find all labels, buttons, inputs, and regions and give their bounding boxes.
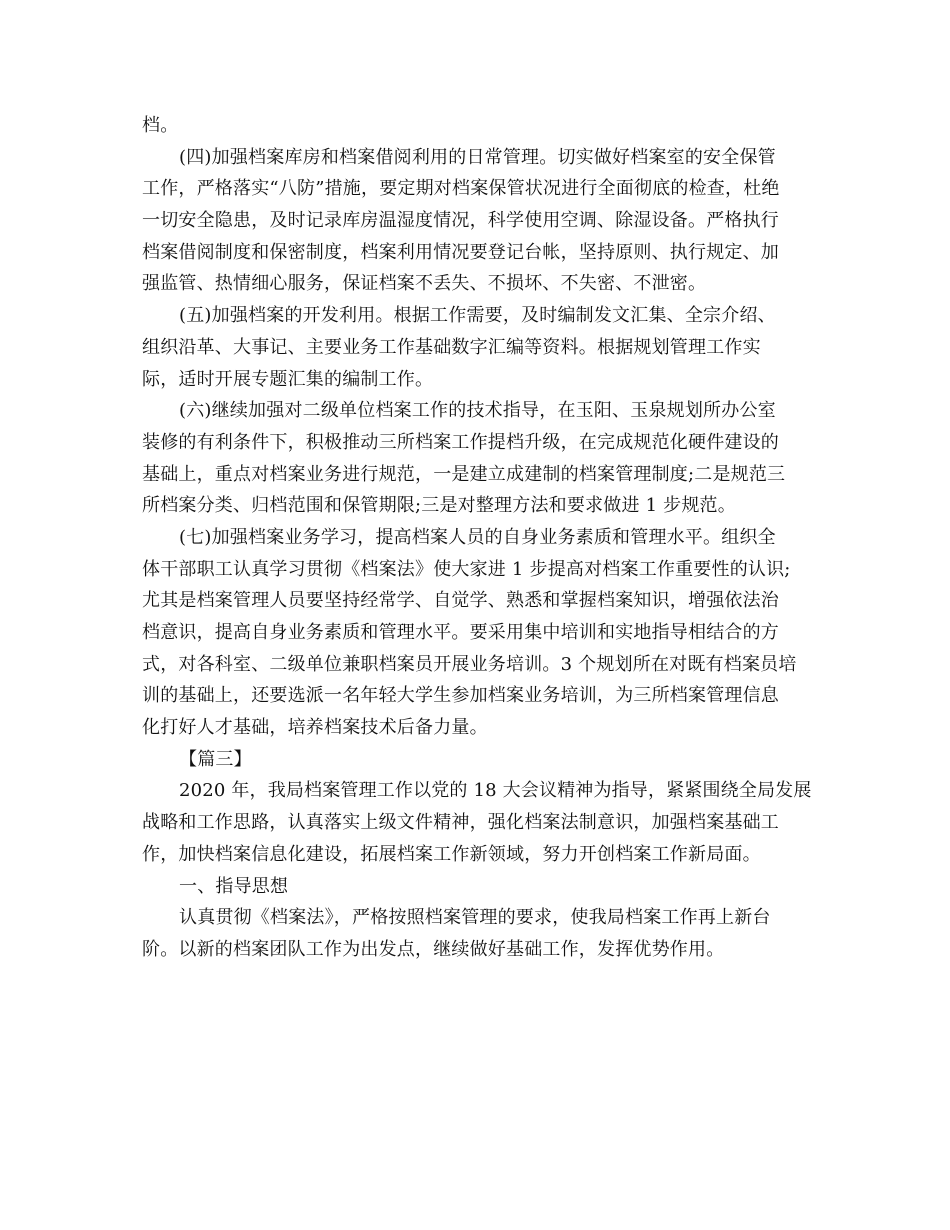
document-body bbox=[142, 110, 812, 966]
text-line: 式，对各科室、二级单位兼职档案员开展业务培训。3 个规划所在对既有档案员培 bbox=[142, 653, 797, 675]
text-line: 装修的有利条件下，积极推动三所档案工作提档升级，在完成规范化硬件建设的 bbox=[142, 431, 779, 453]
text-line: (七)加强档案业务学习，提高档案人员的自身业务素质和管理水平。组织全 bbox=[179, 526, 776, 548]
text-line: 战略和工作思路，认真落实上级文件精神，强化档案法制意识，加强档案基础工 bbox=[142, 812, 779, 834]
text-line: 强监管、热情细心服务，保证档案不丢失、不损坏、不失密、不泄密。 bbox=[142, 273, 707, 295]
text-line: (四)加强档案库房和档案借阅利用的日常管理。切实做好档案室的安全保管 bbox=[179, 146, 776, 168]
text-line: 作，加快档案信息化建设，拓展档案工作新领域，努力开创档案工作新局面。 bbox=[142, 843, 761, 865]
text-line: 一切安全隐患，及时记录库房温湿度情况，科学使用空调、除湿设备。严格执行 bbox=[142, 210, 779, 232]
text-line: 档意识，提高自身业务素质和管理水平。要采用集中培训和实地指导相结合的方 bbox=[142, 622, 779, 643]
subsection-heading: 一、指导思想 bbox=[179, 875, 289, 897]
text-line: 档。 bbox=[142, 115, 179, 136]
text-line: 训的基础上，还要选派一名年轻大学生参加档案业务培训，为三所档案管理信息 bbox=[142, 685, 779, 707]
text-line: 档案借阅制度和保密制度，档案利用情况要登记台帐，坚持原则、执行规定、加 bbox=[142, 241, 779, 263]
text-line: 2020 年，我局档案管理工作以党的 18 大会议精神为指导，紧紧围绕全局发展 bbox=[179, 780, 812, 802]
text-line: 际，适时开展专题汇集的编制工作。 bbox=[142, 368, 434, 390]
text-line: (五)加强档案的开发利用。根据工作需要，及时编制发文汇集、全宗介绍、 bbox=[179, 305, 776, 327]
text-line: 阶。以新的档案团队工作为出发点，继续做好基础工作，发挥优势作用。 bbox=[142, 938, 725, 960]
text-line: 所档案分类、归档范围和保管期限;三是对整理方法和要求做进 1 步规范。 bbox=[142, 495, 736, 517]
text-line: 认真贯彻《档案法》，严格按照档案管理的要求，使我局档案工作再上新台 bbox=[179, 907, 771, 929]
text-line: 工作，严格落实“八防”措施，要定期对档案保管状况进行全面彻底的检查，杜绝 bbox=[142, 178, 780, 200]
text-line: 体干部职工认真学习贯彻《档案法》使大家进 1 步提高对档案工作重要性的认识; bbox=[142, 558, 791, 580]
text-line: 基础上，重点对档案业务进行规范，一是建立成建制的档案管理制度;二是规范三 bbox=[142, 463, 786, 485]
section-heading: 【篇三】 bbox=[179, 748, 252, 770]
text-line: 组织沿革、大事记、主要业务工作基础数字汇编等资料。根据规划管理工作实 bbox=[142, 336, 761, 358]
text-line: 尤其是档案管理人员要坚持经常学、自觉学、熟悉和掌握档案知识，增强依法治 bbox=[142, 590, 779, 612]
text-line: (六)继续加强对二级单位档案工作的技术指导，在玉阳、玉泉规划所办公室 bbox=[179, 400, 776, 422]
text-line: 化打好人才基础，培养档案技术后备力量。 bbox=[142, 717, 488, 739]
